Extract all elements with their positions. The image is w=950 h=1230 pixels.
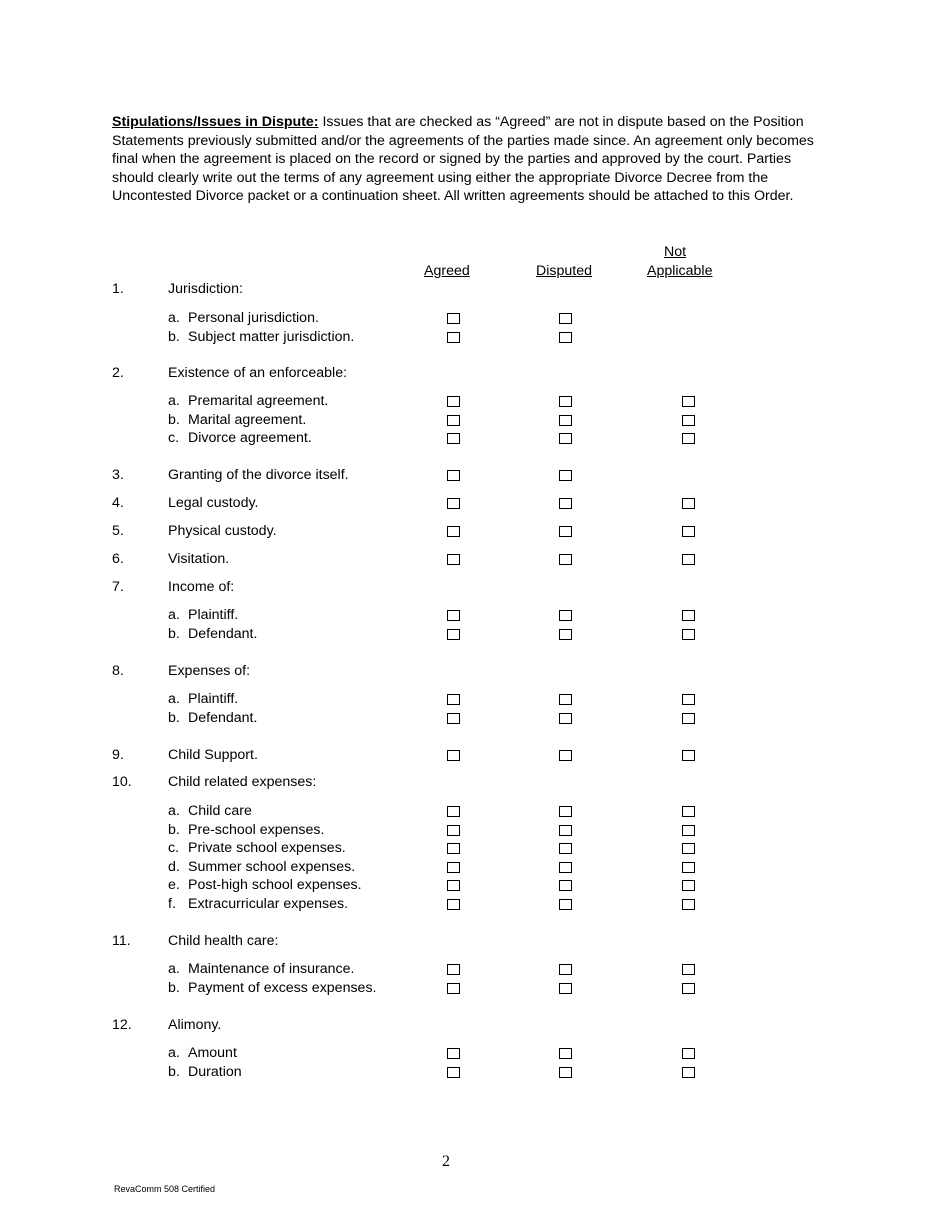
sub-item-letter: b.: [168, 625, 180, 642]
sub-item-letter: b.: [168, 821, 180, 838]
checkbox-agreed-3[interactable]: [447, 470, 460, 481]
sub-item-text: Subject matter jurisdiction.: [188, 328, 355, 345]
checkbox-agreed-1a[interactable]: [447, 313, 460, 324]
sub-item-text: Pre-school expenses.: [188, 821, 325, 838]
checkbox-na-11a[interactable]: [682, 964, 695, 975]
checkbox-agreed-8a[interactable]: [447, 694, 460, 705]
sub-item-text: Defendant.: [188, 625, 258, 642]
checkbox-agreed-8b[interactable]: [447, 713, 460, 724]
item-label: Existence of an enforceable:: [168, 365, 348, 381]
item-label: Legal custody.: [168, 495, 259, 511]
sub-item-letter: d.: [168, 858, 180, 875]
checkbox-disputed-1a[interactable]: [559, 313, 572, 324]
checkbox-disputed-3[interactable]: [559, 470, 572, 481]
sub-item-text: Summer school expenses.: [188, 858, 356, 875]
item-label: Visitation.: [168, 551, 230, 567]
checkbox-disputed-10b[interactable]: [559, 825, 572, 836]
item-label: Child health care:: [168, 933, 279, 949]
checkbox-disputed-11a[interactable]: [559, 964, 572, 975]
checkbox-na-4[interactable]: [682, 498, 695, 509]
footer-certification: RevaComm 508 Certified: [114, 1184, 216, 1194]
checkbox-agreed-9[interactable]: [447, 750, 460, 761]
checkbox-disputed-10d[interactable]: [559, 862, 572, 873]
column-header-disputed: Disputed: [536, 263, 592, 279]
checkbox-na-5[interactable]: [682, 526, 695, 537]
sub-item: [168, 690, 238, 709]
sub-item: [168, 821, 324, 840]
sub-item: [168, 429, 312, 448]
sub-item: [168, 895, 348, 914]
item-number: 5.: [112, 523, 124, 539]
item-label: Jurisdiction:: [168, 281, 243, 297]
checkbox-disputed-10f[interactable]: [559, 899, 572, 910]
sub-item: [168, 392, 328, 411]
checkbox-na-6[interactable]: [682, 554, 695, 565]
checkbox-agreed-2c[interactable]: [447, 433, 460, 444]
checkbox-disputed-2c[interactable]: [559, 433, 572, 444]
sub-item: [168, 625, 257, 644]
sub-item: [168, 309, 319, 328]
item-label: Child related expenses:: [168, 774, 317, 790]
checkbox-agreed-10e[interactable]: [447, 880, 460, 891]
checkbox-disputed-10e[interactable]: [559, 880, 572, 891]
sub-item-text: Private school expenses.: [188, 840, 346, 857]
sub-item-letter: b.: [168, 1063, 180, 1080]
intro-heading: Stipulations/Issues in Dispute:: [112, 114, 319, 130]
checkbox-disputed-12a[interactable]: [559, 1048, 572, 1059]
item-label: Granting of the divorce itself.: [168, 467, 349, 483]
checkbox-agreed-12a[interactable]: [447, 1048, 460, 1059]
checkbox-agreed-2b[interactable]: [447, 415, 460, 426]
checkbox-na-10c[interactable]: [682, 843, 695, 854]
checkbox-na-8a[interactable]: [682, 694, 695, 705]
checkbox-agreed-10b[interactable]: [447, 825, 460, 836]
item-number: 3.: [112, 467, 124, 483]
sub-item-letter: a.: [168, 393, 180, 409]
checkbox-disputed-2b[interactable]: [559, 415, 572, 426]
intro-body: Issues that are checked as “Agreed” are not in dispute based on the Position Statements previously submitted and/or the agreements of the parties made since. An agreement only becomes final when the agreement is placed on the record or signed by the parties and approved by the court. Parties should clearly write out the terms of any agreement using either the appropriate Divorce Decree from the Uncontested Divorce packet or a continuation sheet. All written agreements should be attached to this Order.: [112, 114, 814, 205]
sub-item: [168, 709, 257, 728]
checkbox-na-10d[interactable]: [682, 862, 695, 873]
checkbox-disputed-7a[interactable]: [559, 610, 572, 621]
checkbox-na-8b[interactable]: [682, 713, 695, 724]
sub-item: [168, 1044, 237, 1063]
sub-item-text: Child care: [188, 803, 252, 819]
checkbox-na-12a[interactable]: [682, 1048, 695, 1059]
sub-item-letter: b.: [168, 979, 180, 996]
checkbox-na-2b[interactable]: [682, 415, 695, 426]
item-label: Physical custody.: [168, 523, 277, 539]
checkbox-na-7b[interactable]: [682, 629, 695, 640]
sub-item: [168, 876, 362, 895]
sub-item: [168, 606, 238, 625]
item-number: 10.: [112, 774, 132, 790]
sub-item-letter: c.: [168, 430, 180, 447]
item-label: Alimony.: [168, 1017, 222, 1033]
item-number: 11.: [112, 933, 131, 949]
column-header-agreed: Agreed: [424, 263, 470, 279]
page-number: 2: [442, 1153, 450, 1170]
sub-item-letter: c.: [168, 840, 180, 857]
checkbox-agreed-10a[interactable]: [447, 806, 460, 817]
item-number: 8.: [112, 663, 124, 679]
checkbox-disputed-8a[interactable]: [559, 694, 572, 705]
item-number: 4.: [112, 495, 124, 511]
checkbox-na-10a[interactable]: [682, 806, 695, 817]
column-header-applicable: Applicable: [647, 263, 713, 279]
checkbox-agreed-11b[interactable]: [447, 983, 460, 994]
checkbox-agreed-4[interactable]: [447, 498, 460, 509]
sub-item-letter: a.: [168, 691, 180, 707]
sub-item-text: Premarital agreement.: [188, 393, 329, 409]
sub-item-text: Defendant.: [188, 709, 258, 726]
checkbox-agreed-6[interactable]: [447, 554, 460, 565]
checkbox-disputed-2a[interactable]: [559, 396, 572, 407]
checkbox-na-7a[interactable]: [682, 610, 695, 621]
checkbox-agreed-10f[interactable]: [447, 899, 460, 910]
sub-item-text: Duration: [188, 1063, 242, 1080]
checkbox-agreed-5[interactable]: [447, 526, 460, 537]
checkbox-disputed-9[interactable]: [559, 750, 572, 761]
checkbox-na-10f[interactable]: [682, 899, 695, 910]
sub-item: [168, 858, 355, 877]
item-label: Child Support.: [168, 747, 258, 763]
sub-item-text: Extracurricular expenses.: [188, 896, 349, 912]
sub-item-letter: a.: [168, 310, 180, 326]
column-header-not: Not: [664, 244, 687, 260]
checkbox-agreed-7b[interactable]: [447, 629, 460, 640]
item-number: 2.: [112, 365, 124, 381]
checkbox-na-9[interactable]: [682, 750, 695, 761]
checkbox-disputed-7b[interactable]: [559, 629, 572, 640]
sub-item-text: Maintenance of insurance.: [188, 961, 355, 977]
sub-item-letter: a.: [168, 803, 180, 819]
item-number: 6.: [112, 551, 124, 567]
item-number: 1.: [112, 281, 124, 297]
sub-item: [168, 1063, 242, 1082]
item-label: Income of:: [168, 579, 235, 595]
checkbox-disputed-8b[interactable]: [559, 713, 572, 724]
checkbox-disputed-6[interactable]: [559, 554, 572, 565]
item-label: Expenses of:: [168, 663, 251, 679]
checkbox-agreed-1b[interactable]: [447, 332, 460, 343]
sub-item: [168, 411, 306, 430]
sub-item-text: Marital agreement.: [188, 411, 307, 428]
sub-item-letter: e.: [168, 877, 180, 894]
checkbox-na-11b[interactable]: [682, 983, 695, 994]
checkbox-agreed-10c[interactable]: [447, 843, 460, 854]
sub-item-text: Divorce agreement.: [188, 430, 312, 447]
sub-item-letter: b.: [168, 709, 180, 726]
checkbox-disputed-4[interactable]: [559, 498, 572, 509]
checkbox-na-10b[interactable]: [682, 825, 695, 836]
sub-item: [168, 802, 252, 821]
sub-item-letter: a.: [168, 1045, 180, 1061]
item-number: 9.: [112, 747, 124, 763]
checkbox-agreed-7a[interactable]: [447, 610, 460, 621]
checkbox-agreed-2a[interactable]: [447, 396, 460, 407]
sub-item: [168, 328, 354, 347]
checkbox-agreed-10d[interactable]: [447, 862, 460, 873]
checkbox-disputed-5[interactable]: [559, 526, 572, 537]
checkbox-disputed-10a[interactable]: [559, 806, 572, 817]
checkbox-na-2c[interactable]: [682, 433, 695, 444]
intro-paragraph: [112, 113, 832, 206]
sub-item: [168, 979, 376, 998]
sub-item-text: Plaintiff.: [188, 691, 239, 707]
sub-item: [168, 839, 346, 858]
sub-item-text: Plaintiff.: [188, 607, 239, 623]
checkbox-disputed-12b[interactable]: [559, 1067, 572, 1078]
checkbox-na-10e[interactable]: [682, 880, 695, 891]
sub-item-letter: f.: [168, 896, 176, 912]
sub-item-text: Personal jurisdiction.: [188, 310, 319, 326]
checkbox-disputed-1b[interactable]: [559, 332, 572, 343]
checkbox-agreed-11a[interactable]: [447, 964, 460, 975]
sub-item-text: Payment of excess expenses.: [188, 979, 377, 996]
checkbox-disputed-10c[interactable]: [559, 843, 572, 854]
sub-item-letter: a.: [168, 607, 180, 623]
sub-item-letter: b.: [168, 328, 180, 345]
item-number: 12.: [112, 1017, 132, 1033]
checkbox-na-2a[interactable]: [682, 396, 695, 407]
item-number: 7.: [112, 579, 124, 595]
sub-item: [168, 960, 354, 979]
sub-item-text: Amount: [188, 1045, 237, 1061]
sub-item-text: Post-high school expenses.: [188, 877, 362, 894]
checkbox-disputed-11b[interactable]: [559, 983, 572, 994]
sub-item-letter: a.: [168, 961, 180, 977]
checkbox-na-12b[interactable]: [682, 1067, 695, 1078]
checkbox-agreed-12b[interactable]: [447, 1067, 460, 1078]
sub-item-letter: b.: [168, 411, 180, 428]
